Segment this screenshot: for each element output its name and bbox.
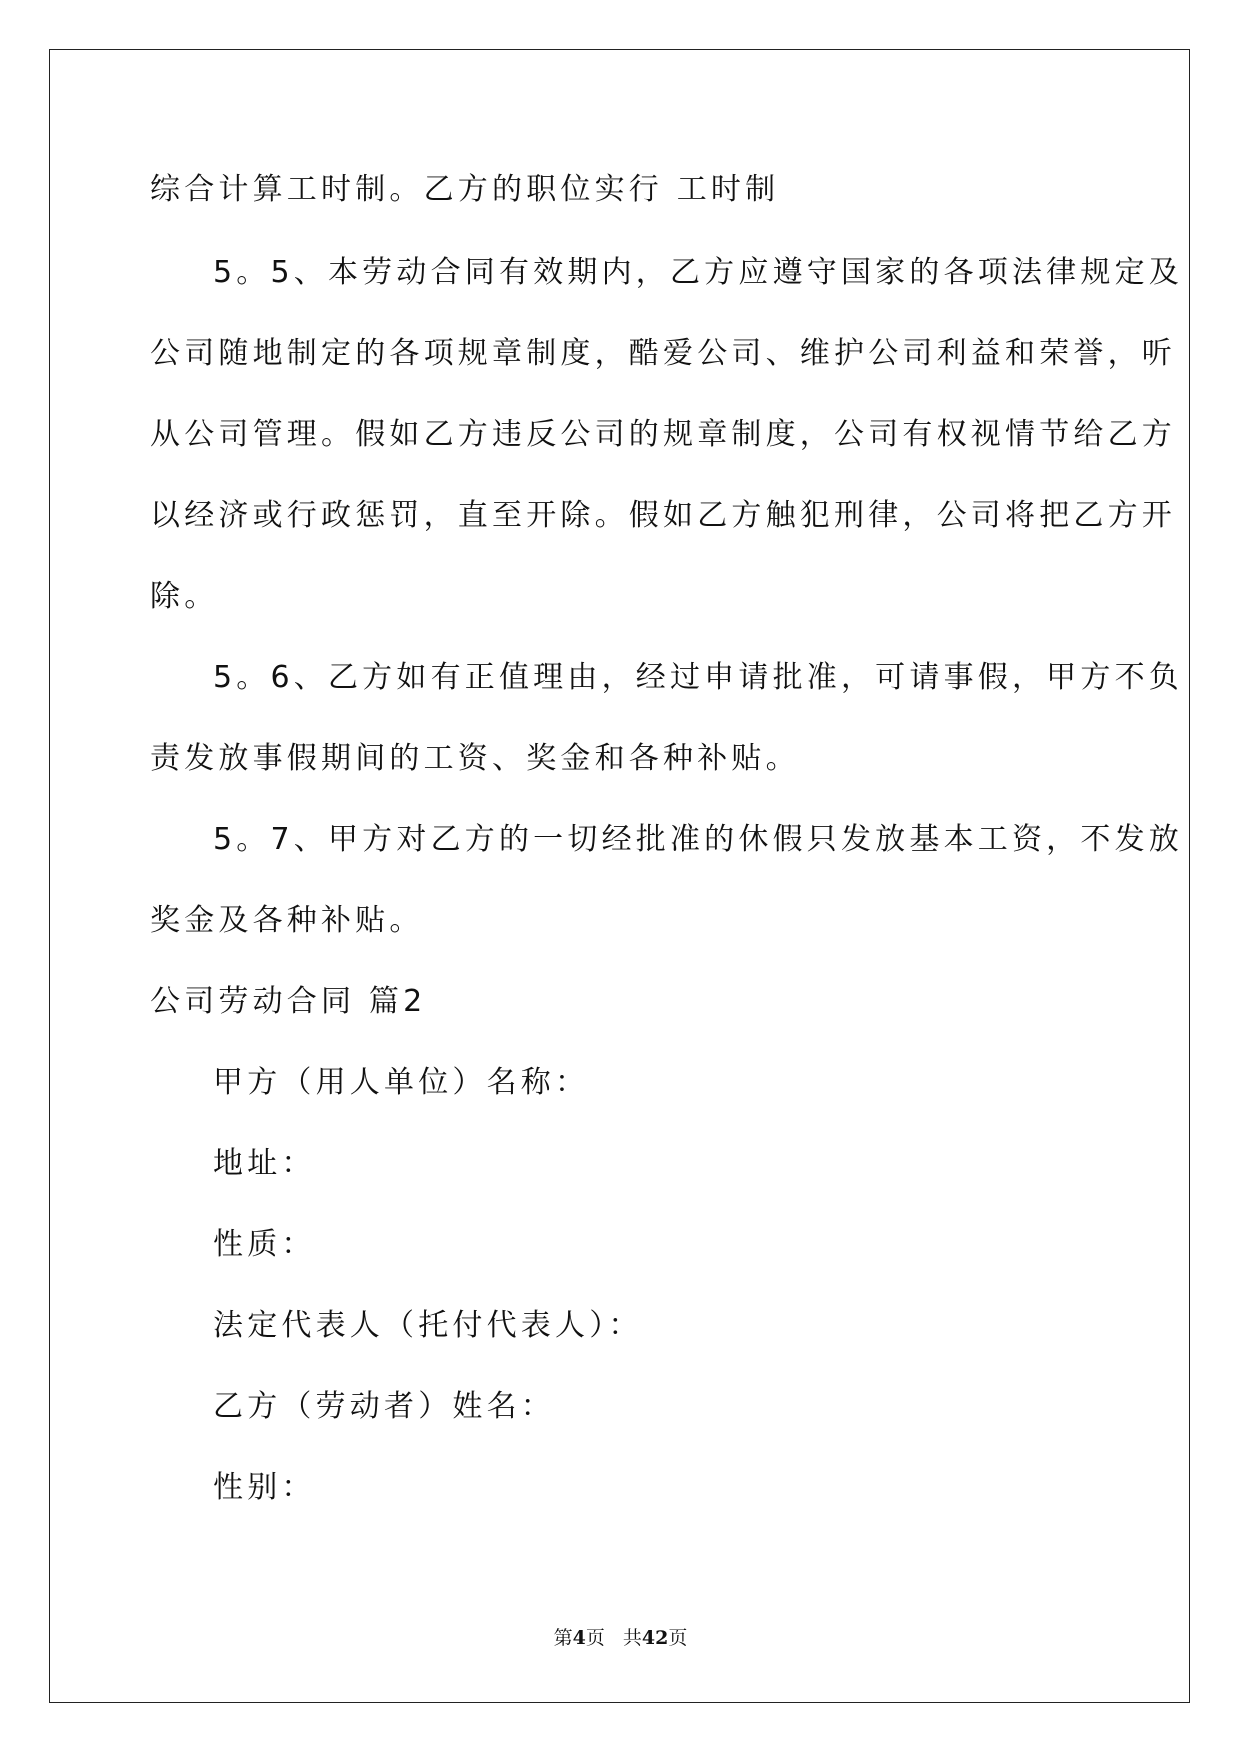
text-line: 除。 <box>150 579 219 614</box>
text-line: 从公司管理。假如乙方违反公司的规章制度，公司有权视情节给乙方 <box>150 417 1176 452</box>
text-line: 综合计算工时制。乙方的职位实行 工时制 <box>150 172 780 207</box>
text-line: 性别： <box>213 1470 316 1505</box>
text-line: 5。5、本劳动合同有效期内，乙方应遵守国家的各项法律规定及 <box>213 255 1183 290</box>
total-suffix: 页 <box>668 1627 688 1649</box>
text-line: 法定代表人（托付代表人）： <box>213 1308 643 1343</box>
text-line: 公司随地制定的各项规章制度，酷爱公司、维护公司利益和荣誉，听 <box>150 336 1176 371</box>
text-line: 甲方（用人单位）名称： <box>213 1065 590 1100</box>
page-suffix: 页 <box>585 1627 605 1649</box>
text-line: 5。7、甲方对乙方的一切经批准的休假只发放基本工资，不发放 <box>213 822 1183 857</box>
total-pages: 42 <box>641 1627 669 1649</box>
page-prefix: 第 <box>553 1627 573 1649</box>
text-line: 5。6、乙方如有正值理由，经过申请批准，可请事假，甲方不负 <box>213 660 1183 695</box>
text-line: 地址： <box>213 1146 316 1181</box>
text-line: 以经济或行政惩罚，直至开除。假如乙方触犯刑律，公司将把乙方开 <box>150 498 1176 533</box>
page-border <box>49 49 1190 1703</box>
text-line: 责发放事假期间的工资、奖金和各种补贴。 <box>150 741 800 776</box>
page-number: 4 <box>572 1627 586 1649</box>
total-prefix: 共 <box>622 1627 642 1649</box>
section-heading: 公司劳动合同 篇2 <box>150 984 427 1019</box>
text-line: 奖金及各种补贴。 <box>150 903 424 938</box>
text-line: 乙方（劳动者）姓名： <box>213 1389 555 1424</box>
page-footer <box>0 1626 1241 1650</box>
text-line: 性质： <box>213 1227 316 1262</box>
